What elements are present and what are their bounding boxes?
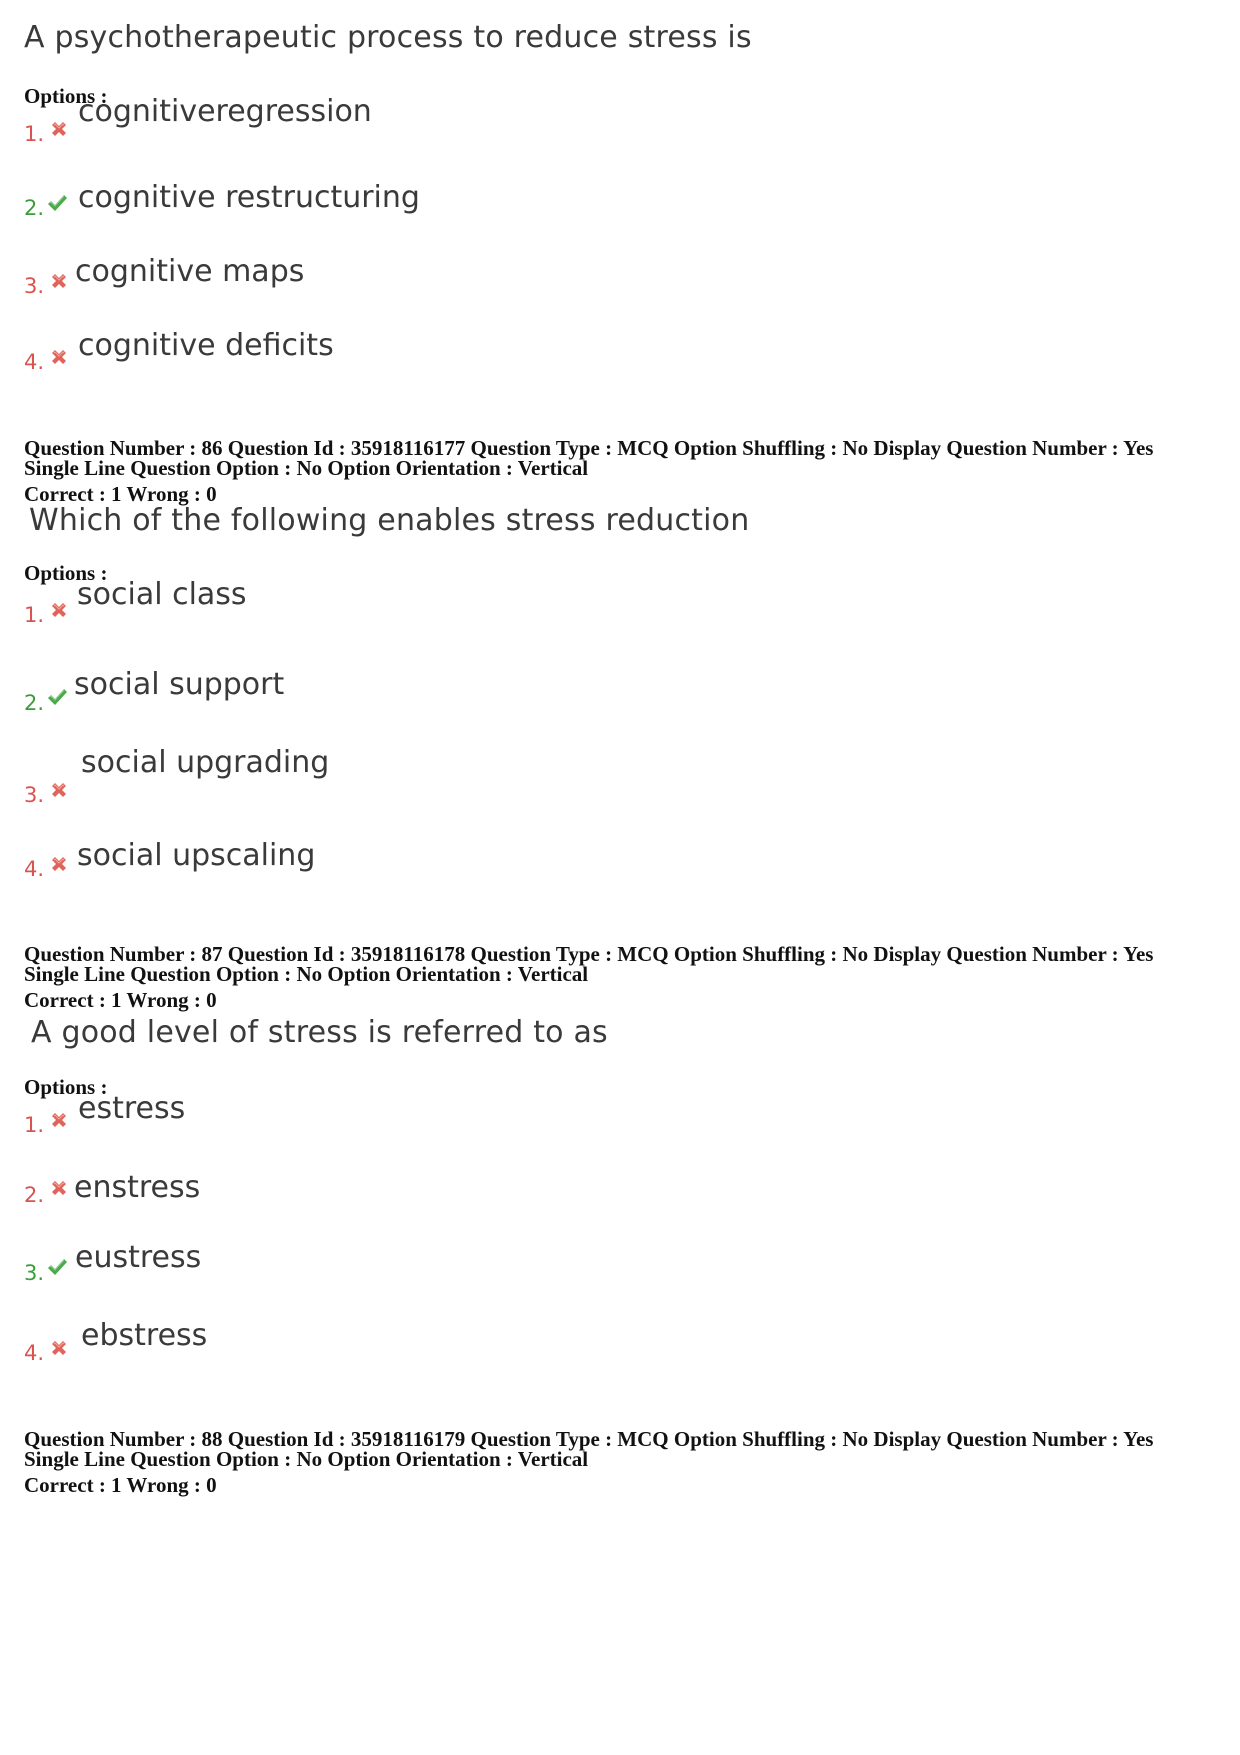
option-number: 1. [24, 603, 45, 627]
option-number: 1. [24, 1113, 45, 1137]
cross-icon [48, 853, 70, 875]
option-text: social upscaling [77, 838, 316, 873]
option-number: 2. [24, 1183, 45, 1207]
option-text: cognitive maps [75, 254, 305, 289]
cross-icon [48, 346, 70, 368]
option-number: 4. [24, 857, 45, 881]
cross-icon [48, 270, 70, 292]
options-label: Options : [24, 561, 108, 585]
cross-icon [48, 1337, 70, 1359]
question-meta-line: Question Number : 86 Question Id : 35918116177 Question Type : MCQ Option Shuffling : No Display Question Number : Yes [24, 436, 1154, 460]
options-label: Options : [24, 84, 108, 108]
options-label: Options : [24, 1075, 108, 1099]
question-meta-line: Single Line Question Option : No Option Orientation : Vertical [24, 1447, 589, 1471]
question-meta-line: Question Number : 88 Question Id : 35918116179 Question Type : MCQ Option Shuffling : No Display Question Number : Yes [24, 1427, 1154, 1451]
question-meta-line: Single Line Question Option : No Option Orientation : Vertical [24, 456, 589, 480]
option-text: cognitiveregression [78, 94, 372, 129]
option-text: ebstress [81, 1318, 208, 1353]
question-text: Which of the following enables stress reduction [29, 503, 750, 538]
option-text: cognitive deficits [78, 328, 334, 363]
question-text: A good level of stress is referred to as [31, 1015, 608, 1050]
score-line: Correct : 1 Wrong : 0 [24, 1473, 217, 1497]
check-icon [46, 192, 68, 214]
question-meta-line: Single Line Question Option : No Option Orientation : Vertical [24, 962, 589, 986]
cross-icon [48, 118, 70, 140]
option-text: enstress [74, 1170, 201, 1205]
option-number: 2. [24, 691, 45, 715]
option-text: cognitive restructuring [78, 180, 420, 215]
option-text: eustress [75, 1240, 202, 1275]
option-number: 3. [24, 783, 45, 807]
question-meta-line: Question Number : 87 Question Id : 35918116178 Question Type : MCQ Option Shuffling : No Display Question Number : Yes [24, 942, 1154, 966]
option-number: 4. [24, 1341, 45, 1365]
option-number: 3. [24, 1261, 45, 1285]
option-number: 2. [24, 196, 45, 220]
check-icon [46, 1256, 68, 1278]
option-text: social upgrading [81, 745, 330, 780]
option-number: 1. [24, 122, 45, 146]
option-text: estress [78, 1091, 186, 1126]
question-text: A psychotherapeutic process to reduce stress is [24, 20, 752, 55]
option-number: 3. [24, 274, 45, 298]
cross-icon [48, 779, 70, 801]
option-number: 4. [24, 350, 45, 374]
score-line: Correct : 1 Wrong : 0 [24, 482, 217, 506]
option-text: social support [74, 667, 285, 702]
cross-icon [48, 1109, 70, 1131]
check-icon [46, 686, 68, 708]
cross-icon [48, 599, 70, 621]
score-line: Correct : 1 Wrong : 0 [24, 988, 217, 1012]
option-text: social class [77, 577, 247, 612]
cross-icon [48, 1177, 70, 1199]
